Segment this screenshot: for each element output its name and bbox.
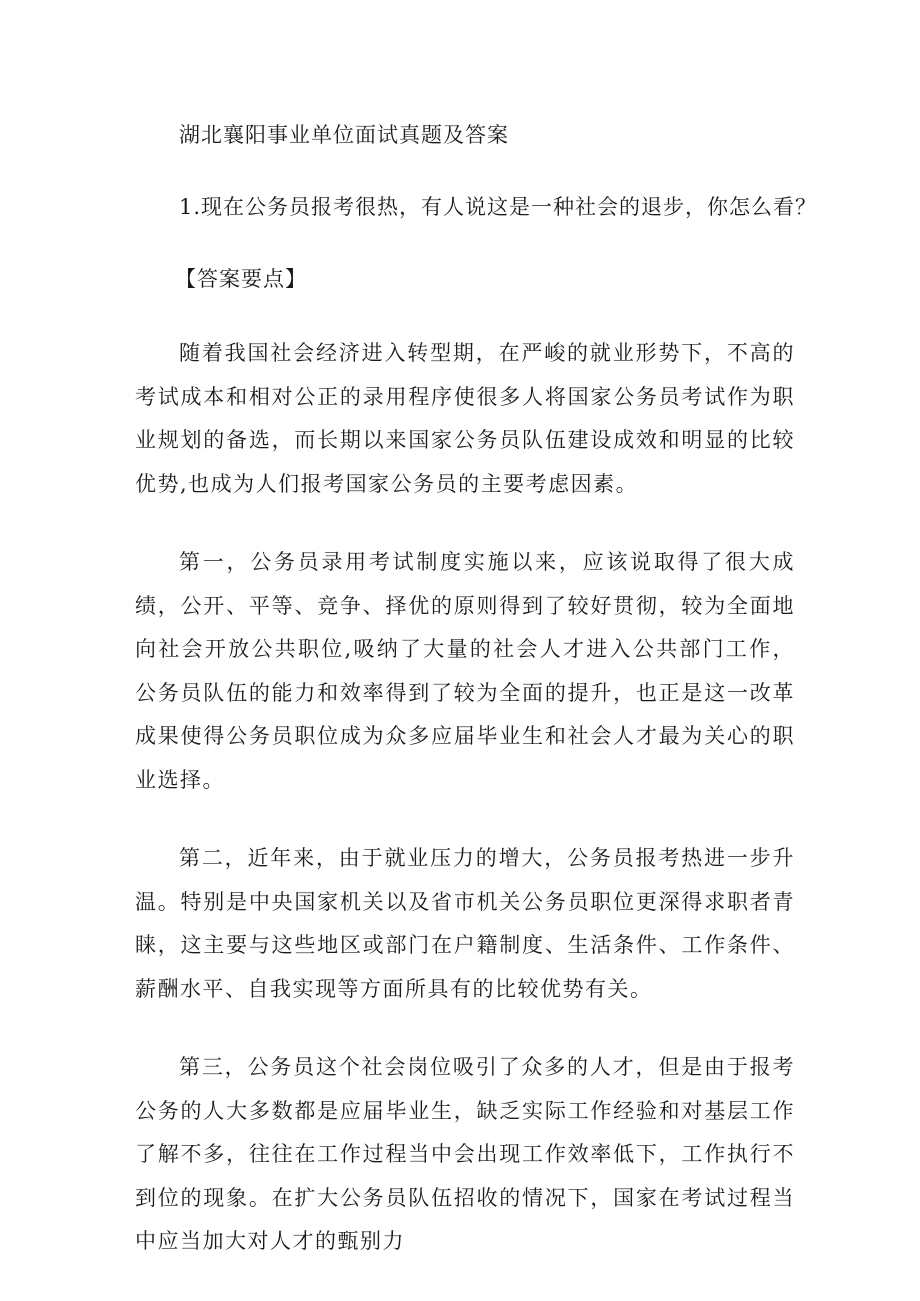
answer-paragraph-third-point: 第三，公务员这个社会岗位吸引了众多的人才，但是由于报考公务的人大多数都是应届毕业生，缺乏实际工作经验和对基层工作了解不多，往往在工作过程当中会出现工作效率低下，工作执行不到位的现象。在扩大公务员队伍招收的情况下，国家在考试过程当中应当加大对人才的甄别力: [135, 1055, 795, 1253]
answer-paragraph-first-point: 第一，公务员录用考试制度实施以来，应该说取得了很大成绩，公开、平等、竞争、择优的原则得到了较好贯彻，较为全面地向社会开放公共职位,吸纳了大量的社会人才进入公共部门工作，公务员队伍的能力和效率得到了较为全面的提升，也正是这一改革成果使得公务员职位成为众多应届毕业生和社会人才最为关心的职业选择。: [135, 550, 795, 792]
interview-question: 1.现在公务员报考很热，有人说这是一种社会的退步，你怎么看？: [179, 195, 818, 219]
document-title: 湖北襄阳事业单位面试真题及答案: [179, 123, 509, 147]
answer-paragraph-second-point: 第二，近年来，由于就业压力的增大，公务员报考热进一步升温。特别是中央国家机关以及省市机关公务员职位更深得求职者青睐，这主要与这些地区或部门在户籍制度、生活条件、工作条件、薪酬水平、自我实现等方面所具有的比较优势有关。: [135, 846, 795, 1001]
answer-paragraph-intro: 随着我国社会经济进入转型期，在严峻的就业形势下，不高的考试成本和相对公正的录用程序使很多人将国家公务员考试作为职业规划的备选，而长期以来国家公务员队伍建设成效和明显的比较优势,也成为人们报考国家公务员的主要考虑因素。: [135, 341, 795, 496]
document-body: [135, 120, 818, 1264]
answer-heading: 【答案要点】: [175, 267, 307, 291]
